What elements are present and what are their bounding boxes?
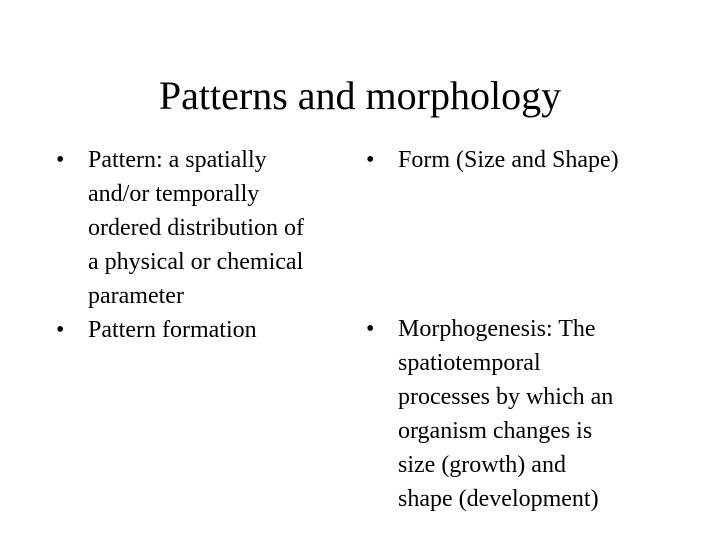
bullet-line: shape (development) (398, 486, 599, 512)
bullet-dot-icon: • (56, 147, 65, 173)
slide-title: Patterns and morphology (158, 73, 562, 118)
bullet-dot-icon: • (366, 147, 375, 173)
bullet-item-morphogenesis (366, 312, 686, 516)
bullet-line: Form (Size and Shape) (398, 147, 619, 173)
bullet-line: ordered distribution of (88, 215, 304, 241)
bullet-dot-icon: • (56, 317, 65, 343)
bullet-line: spatiotemporal (398, 350, 541, 376)
bullet-item-form (366, 143, 686, 177)
bullet-line: Pattern formation (88, 317, 257, 343)
left-bullet-list (56, 143, 356, 347)
bullet-item-pattern-formation (56, 313, 356, 347)
bullet-line: processes by which an (398, 384, 614, 410)
bullet-dot-icon: • (366, 316, 375, 342)
bullet-line: Pattern: a spatially (88, 147, 267, 173)
bullet-line: organism changes is (398, 418, 593, 444)
bullet-line: a physical or chemical (88, 249, 304, 275)
bullet-line: parameter (88, 283, 184, 309)
bullet-line: and/or temporally (88, 181, 260, 207)
right-bullet-list (366, 143, 686, 516)
bullet-line: Morphogenesis: The (398, 316, 596, 342)
bullet-line: size (growth) and (398, 452, 566, 478)
bullet-item-pattern (56, 143, 356, 313)
